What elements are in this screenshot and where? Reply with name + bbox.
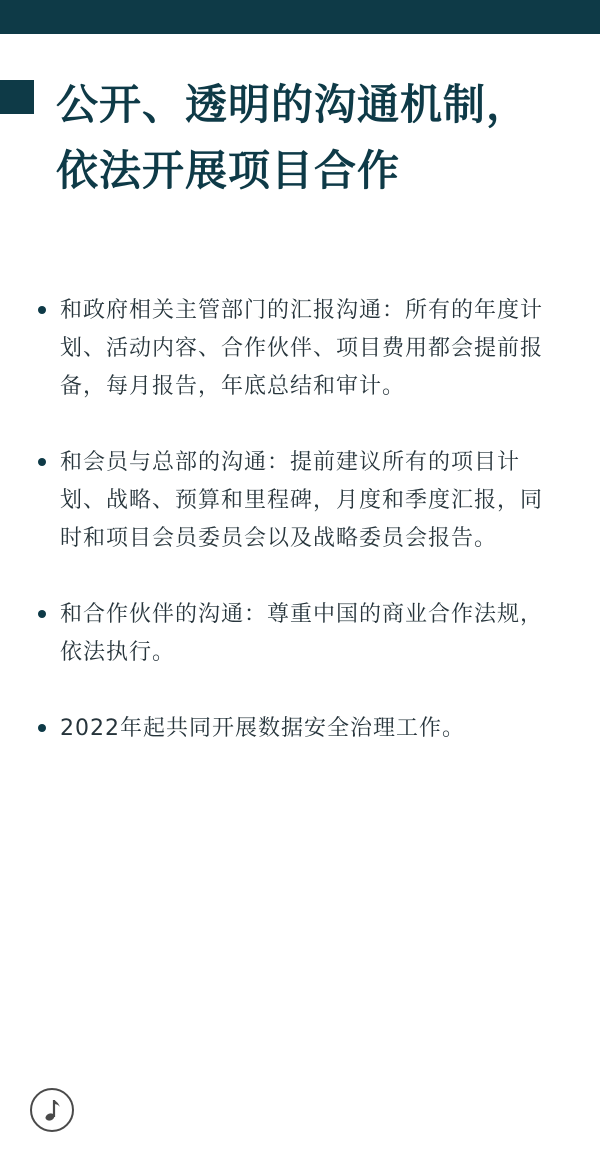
bullet-dot-icon	[38, 610, 46, 618]
bullet-text: 和会员与总部的沟通：提前建议所有的项目计划、战略、预算和里程碑，月度和季度汇报，同时和项目会员委员会以及战略委员会报告。	[60, 450, 544, 551]
bullet-item-members	[36, 444, 556, 558]
bullet-dot-icon	[38, 458, 46, 466]
bullet-text: 2022年起共同开展数据安全治理工作。	[60, 716, 465, 741]
page-title	[56, 72, 596, 204]
music-note-icon	[40, 1096, 64, 1124]
bullet-text: 和政府相关主管部门的汇报沟通：所有的年度计划、活动内容、合作伙伴、项目费用都会提前报备，每月报告，年底总结和审计。	[60, 298, 544, 399]
title-marker	[0, 80, 34, 114]
bullet-text: 和合作伙伴的沟通：尊重中国的商业合作法规，依法执行。	[60, 602, 544, 665]
bullet-item-partners	[36, 596, 556, 672]
music-toggle-button[interactable]	[30, 1088, 74, 1132]
bullet-dot-icon	[38, 724, 46, 732]
top-bar	[0, 0, 600, 34]
page-title-line-1: 公开、透明的沟通机制，	[56, 80, 530, 129]
bullet-list	[36, 292, 556, 748]
bullet-item-data-security	[36, 710, 556, 748]
bullet-item-government	[36, 292, 556, 406]
bullet-dot-icon	[38, 306, 46, 314]
page-title-line-2: 依法开展项目合作	[56, 146, 401, 195]
